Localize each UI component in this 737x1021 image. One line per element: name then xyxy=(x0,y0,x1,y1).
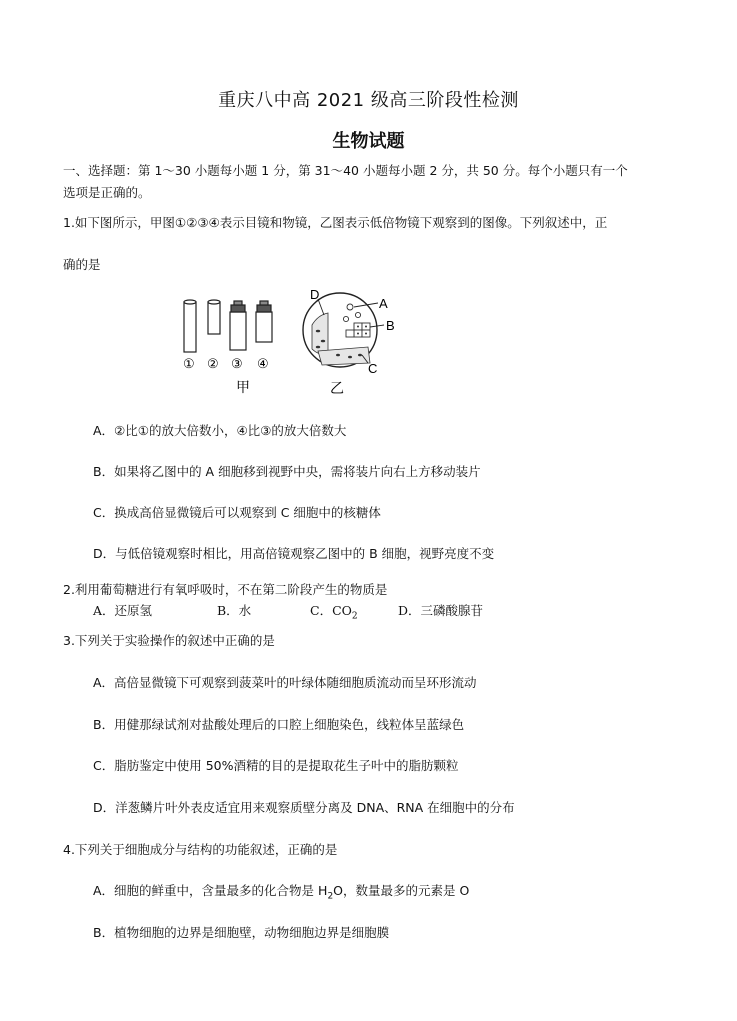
q4-option-b: B．植物细胞的边界是细胞壁，动物细胞边界是细胞膜 xyxy=(93,925,390,940)
q3-stem: 3.下列关于实验操作的叙述中正确的是 xyxy=(63,633,275,648)
q1-stem-line2: 确的是 xyxy=(63,257,101,272)
q2-option-c-text: C．CO xyxy=(310,603,352,618)
figure-yi-label: 乙 xyxy=(330,380,344,396)
lens-2-body xyxy=(208,302,220,334)
section-instructions-line2: 选项是正确的。 xyxy=(63,185,151,200)
label-c: C xyxy=(368,361,378,376)
cell-a xyxy=(347,304,353,310)
q3-option-c: C．脂肪鉴定中使用 50%酒精的目的是提取花生子叶中的脂肪颗粒 xyxy=(93,758,459,773)
lens-label-2: ② xyxy=(207,356,219,371)
q2-option-a: A．还原氢 xyxy=(93,603,153,618)
lens-label-3: ③ xyxy=(231,356,243,371)
lens-4-knob xyxy=(260,301,268,305)
section-instructions-line1: 一、选择题：第 1～30 小题每小题 1 分，第 31～40 小题每小题 2 分，共 50 分。每个小题只有一个 xyxy=(63,163,628,178)
q4-option-a-text: A．细胞的鲜重中，含量最多的化合物是 H xyxy=(93,883,328,898)
lens-3-knob xyxy=(234,301,242,305)
q2-option-c-sub: 2 xyxy=(351,611,358,622)
lens-label-1: ① xyxy=(183,356,195,371)
page-title: 重庆八中高 2021 级高三阶段性检测 xyxy=(218,90,519,111)
q4-stem: 4.下列关于细胞成分与结构的功能叙述，正确的是 xyxy=(63,842,338,857)
lens-1-top xyxy=(184,300,196,304)
lens-2-top xyxy=(208,300,220,304)
q3-option-b: B．用健那绿试剂对盐酸处理后的口腔上细胞染色，线粒体呈蓝绿色 xyxy=(93,717,465,732)
q1-option-b: B．如果将乙图中的 A 细胞移到视野中央，需将装片向右上方移动装片 xyxy=(93,464,481,479)
label-b: B xyxy=(386,318,395,333)
q2-option-c xyxy=(310,601,358,622)
q3-option-a: A．高倍显微镜下可观察到菠菜叶的叶绿体随细胞质流动而呈环形流动 xyxy=(93,675,477,690)
label-d: D xyxy=(310,287,320,302)
q1-option-d: D．与低倍镜观察时相比，用高倍镜观察乙图中的 B 细胞，视野亮度不变 xyxy=(93,546,495,561)
figure-jia-label: 甲 xyxy=(236,379,250,395)
subject-title: 生物试题 xyxy=(332,131,405,152)
q2-option-b: B．水 xyxy=(217,603,252,618)
q1-stem-line1: 1.如下图所示，甲图①②③④表示目镜和物镜，乙图表示低倍物镜下观察到的图像。下列叙述中，正 xyxy=(63,215,608,230)
q2-option-d: D．三磷酸腺苷 xyxy=(398,603,484,618)
q4-option-a-sub: 2 xyxy=(327,891,334,902)
q2-stem: 2.利用葡萄糖进行有氧呼吸时，不在第二阶段产生的物质是 xyxy=(63,582,388,597)
lens-label-4: ④ xyxy=(257,356,269,371)
figure-yi xyxy=(298,285,408,400)
q4-option-a xyxy=(93,881,469,902)
lens-3-cap xyxy=(231,305,245,312)
lens-4-cap xyxy=(257,305,271,312)
q4-option-a-suffix: O，数量最多的元素是 O xyxy=(333,883,470,898)
q1-option-a: A．②比①的放大倍数小，④比③的放大倍数大 xyxy=(93,423,347,438)
q3-option-d: D．洋葱鳞片叶外表皮适宜用来观察质壁分离及 DNA、RNA 在细胞中的分布 xyxy=(93,800,515,815)
lens-3-body xyxy=(230,312,246,350)
lens-4-body xyxy=(256,312,272,342)
lens-1-body xyxy=(184,302,196,352)
q1-option-c: C．换成高倍显微镜后可以观察到 C 细胞中的核糖体 xyxy=(93,505,381,520)
figure-jia xyxy=(175,288,285,400)
label-a: A xyxy=(379,296,388,311)
